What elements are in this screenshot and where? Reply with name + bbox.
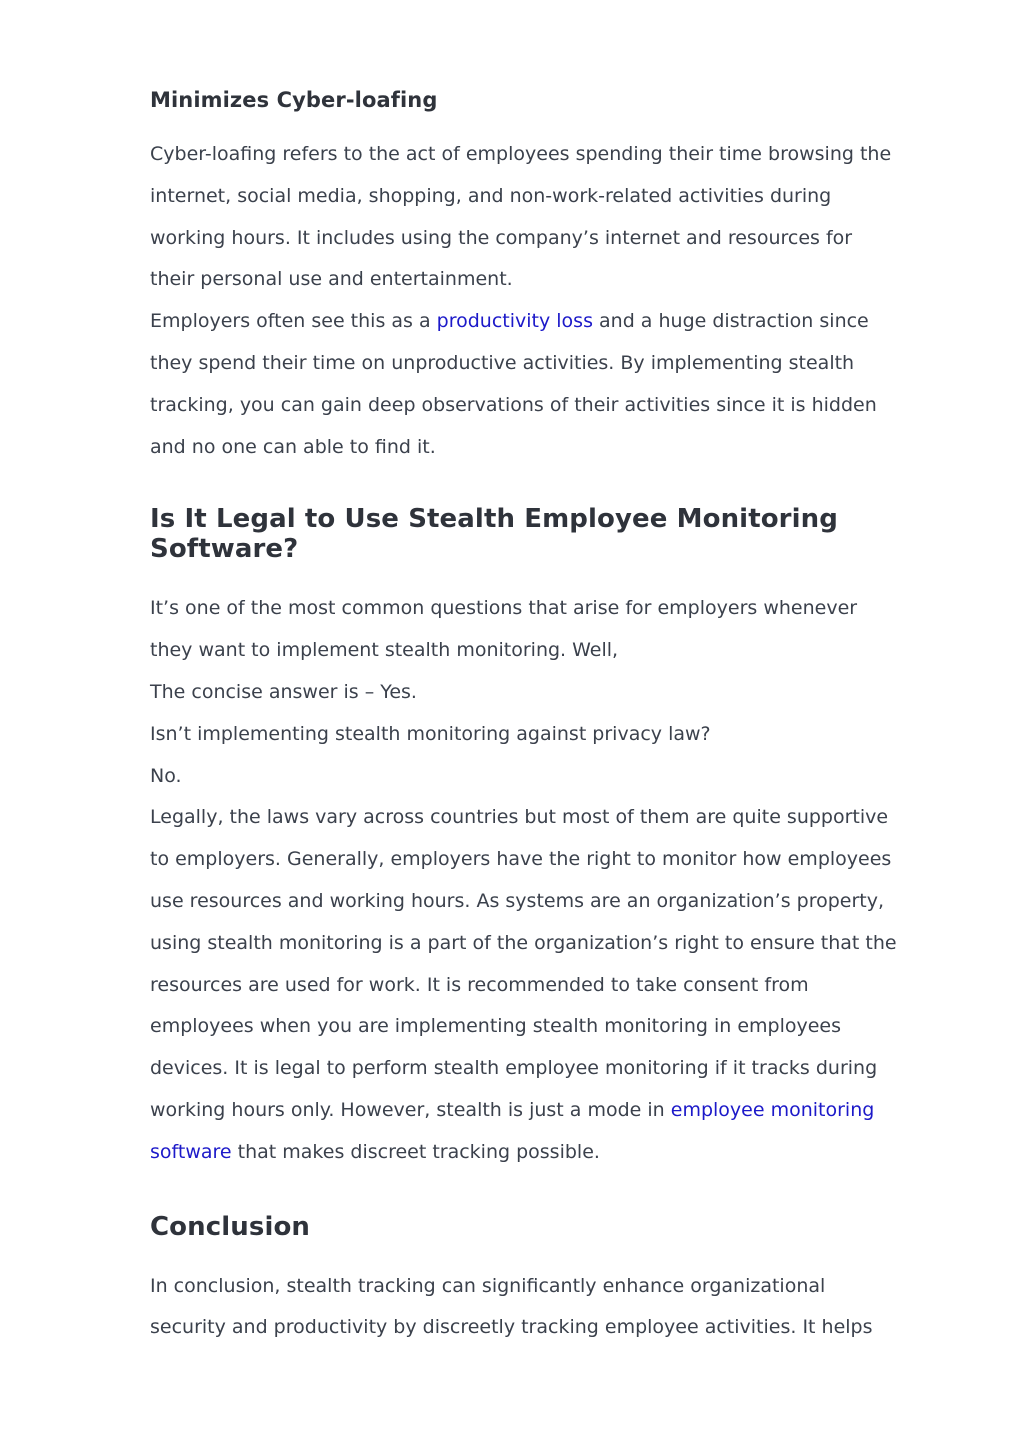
paragraph-employers-distraction [150,301,902,468]
paragraph-privacy-question: Isn’t implementing stealth monitoring against privacy law? [150,722,711,745]
paragraph-text: and a huge distraction since they spend their time on unproductive activities. By implementing stealth tracking, you can gain deep observations of their activities since it is hidden and no one can able to find it. [150,310,877,458]
paragraph-conclusion: In conclusion, stealth tracking can significantly enhance organizational security and productivity by discreetly tracking employee activities. It helps [150,1274,873,1339]
paragraph-no: No. [150,764,182,787]
section-heading-cyber-loafing: Minimizes Cyber-loafing [150,88,438,112]
paragraph-text: that makes discreet tracking possible. [231,1140,600,1163]
paragraph-common-question: It’s one of the most common questions that arise for employers whenever they want to implement stealth monitoring. Well, [150,597,858,662]
paragraph-text: Legally, the laws vary across countries but most of them are quite supportive to employers. Generally, employers have the right to monitor how employees use resources and working hours. As systems are an organization’s property, using stealth monitoring is a part of the organization’s right to ensure that the resources are used for work. It is recommended to take consent from employees when you are implementing stealth monitoring in employees devices. It is legal to perform stealth employee monitoring if it tracks during working hours only. However, stealth is just a mode in [150,806,897,1121]
section-heading-conclusion: Conclusion [150,1211,311,1242]
paragraph-cyber-loafing-definition: Cyber-loafing refers to the act of employees spending their time browsing the internet, social media, shopping, and non-work-related activities during working hours. It includes using the company’s internet and resources for their personal use and entertainment. [150,143,892,291]
paragraph-legal-explanation [150,797,902,1173]
article-body [150,88,902,1349]
spacer [150,468,902,504]
spacer [150,1174,902,1212]
section-heading-legality: Is It Legal to Use Stealth Employee Monitoring Software? [150,504,838,565]
paragraph-text: Employers often see this as a [150,310,437,333]
productivity-loss-link[interactable]: productivity loss [436,310,593,333]
paragraph-concise-answer: The concise answer is – Yes. [150,680,417,703]
employee-monitoring-software-link[interactable]: employee monitoring software [150,1098,875,1163]
